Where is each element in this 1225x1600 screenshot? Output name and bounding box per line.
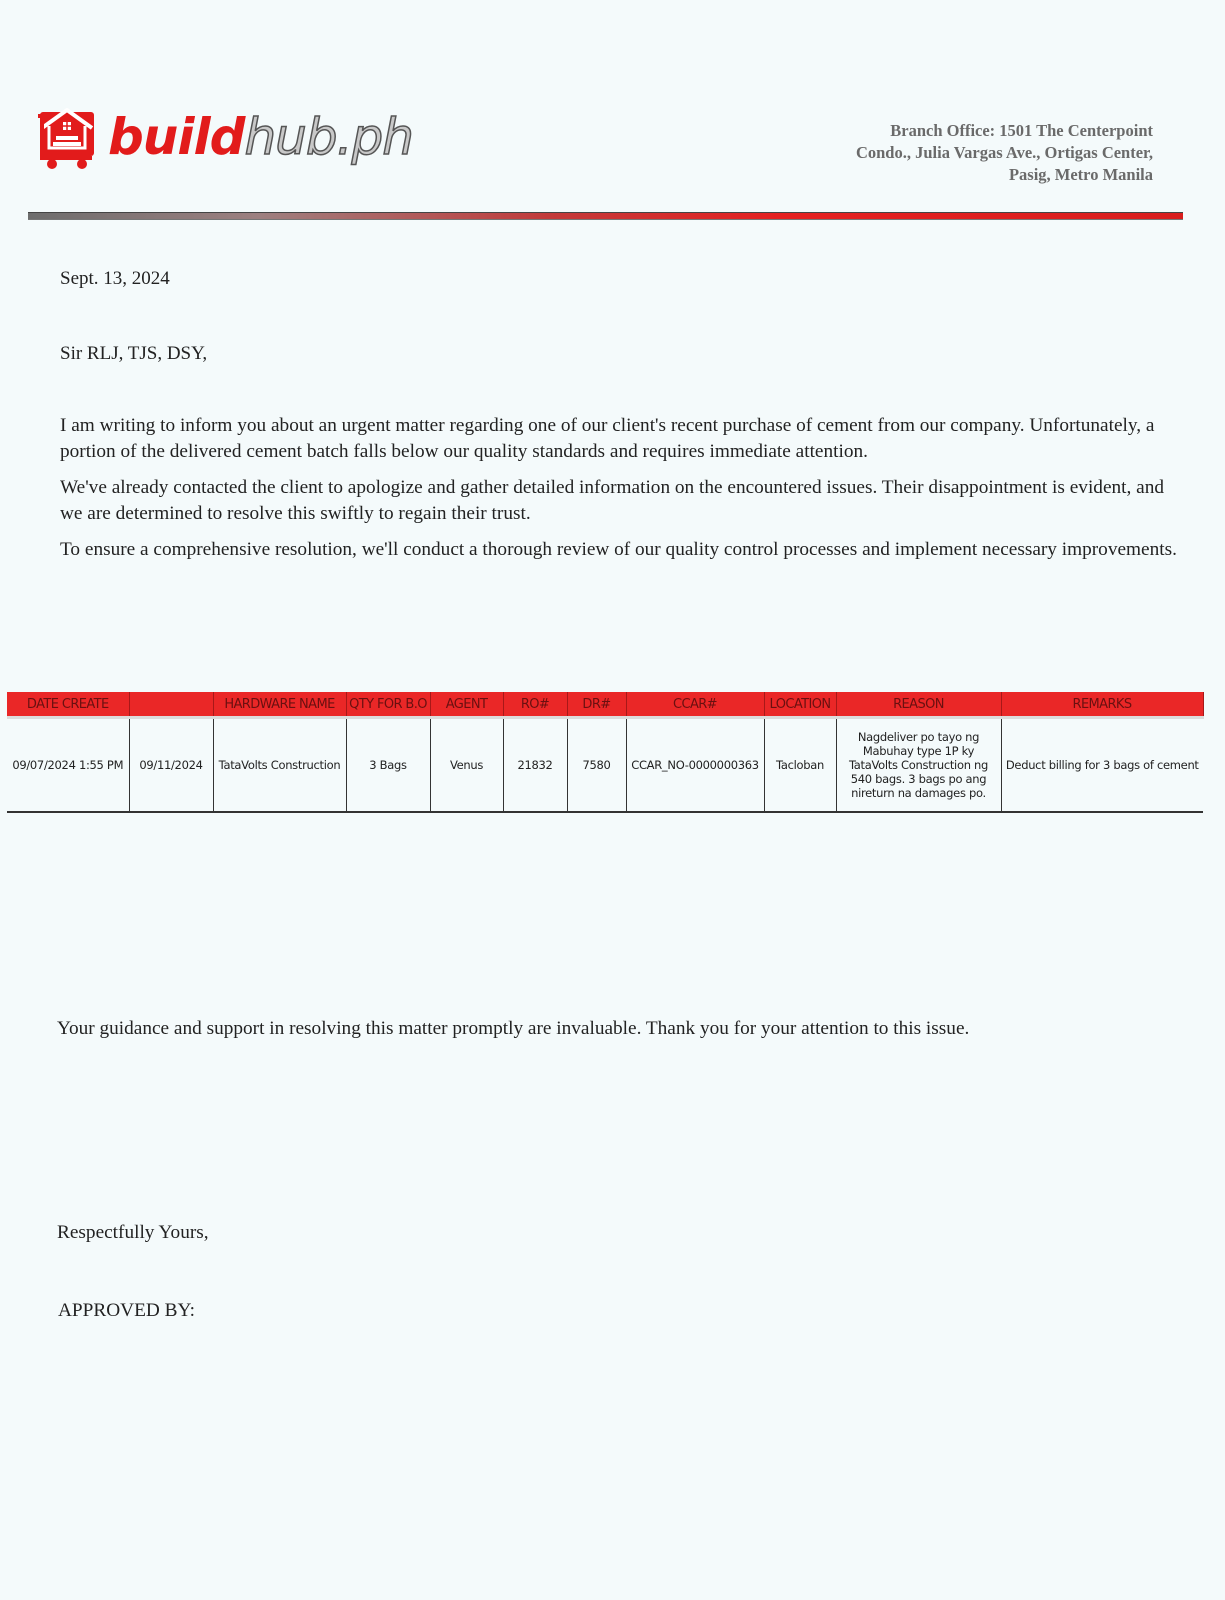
column-header-agent: AGENT — [430, 692, 503, 718]
column-header-remarks: REMARKS — [1001, 692, 1203, 718]
cell-date: 09/11/2024 — [129, 718, 213, 813]
cell-date-create: 09/07/2024 1:55 PM — [7, 718, 129, 813]
logo-wordmark — [108, 108, 413, 166]
letter-body — [60, 413, 1180, 573]
column-header-ccar: CCAR# — [626, 692, 764, 718]
address-line: Condo., Julia Vargas Ave., Ortigas Center, — [855, 143, 1153, 162]
branch-address — [856, 120, 1153, 186]
column-header-dr: DR# — [567, 692, 626, 718]
logo-text-build: build — [108, 108, 245, 166]
ccar-table — [7, 692, 1203, 813]
salutation: Sir RLJ, TJS, DSY, — [60, 343, 208, 364]
address-line: Branch Office: 1501 The Centerpoint — [890, 121, 1153, 140]
column-header-qty: QTY FOR B.O — [346, 692, 430, 718]
cell-remarks: Deduct billing for 3 bags of cement — [1001, 718, 1203, 813]
header-divider — [28, 212, 1183, 220]
column-header-date-create: DATE CREATE — [7, 692, 129, 718]
logo-text-hub: hub.ph — [244, 108, 413, 166]
cell-qty: 3 Bags — [346, 718, 430, 813]
column-header-reason: REASON — [836, 692, 1001, 718]
cell-ro: 21832 — [503, 718, 567, 813]
letter-date: Sept. 13, 2024 — [60, 268, 170, 289]
address-line: Pasig, Metro Manila — [1008, 165, 1153, 184]
cell-reason: Nagdeliver po tayo ng Mabuhay type 1P ky TataVolts Construction ng 540 bags. 3 bags po ang nireturn na damages po. — [836, 718, 1001, 813]
cell-agent: Venus — [430, 718, 503, 813]
table-header-row — [7, 692, 1203, 718]
body-paragraph: I am writing to inform you about an urgent matter regarding one of our client's recent purchase of cement from our company. Unfortunately, a portion of the delivered cement batch falls below our quality standards and requires immediate attention. — [60, 415, 1155, 462]
house-cart-icon — [36, 104, 98, 170]
column-header-hardware-name: HARDWARE NAME — [213, 692, 346, 718]
cell-hardware-name: TataVolts Construction — [213, 718, 346, 813]
table-row — [7, 718, 1203, 813]
body-paragraph: To ensure a comprehensive resolution, we'll conduct a thorough review of our quality control processes and implement necessary improvements. — [60, 539, 1177, 560]
closing-paragraph: Your guidance and support in resolving this matter promptly are invaluable. Thank you for your attention to this issue. — [57, 1018, 970, 1039]
column-header-location: LOCATION — [764, 692, 836, 718]
column-header-ro: RO# — [503, 692, 567, 718]
column-header-blank — [129, 692, 213, 718]
cell-location: Tacloban — [764, 718, 836, 813]
cell-dr: 7580 — [567, 718, 626, 813]
approved-by-label: APPROVED BY: — [58, 1300, 195, 1321]
company-logo — [36, 104, 413, 170]
signoff: Respectfully Yours, — [57, 1222, 209, 1243]
body-paragraph: We've already contacted the client to apologize and gather detailed information on the encountered issues. Their disappointment is evident, and we are determined to resolve this swiftly to regain their trust. — [60, 477, 1164, 524]
cell-ccar: CCAR_NO-0000000363 — [626, 718, 764, 813]
